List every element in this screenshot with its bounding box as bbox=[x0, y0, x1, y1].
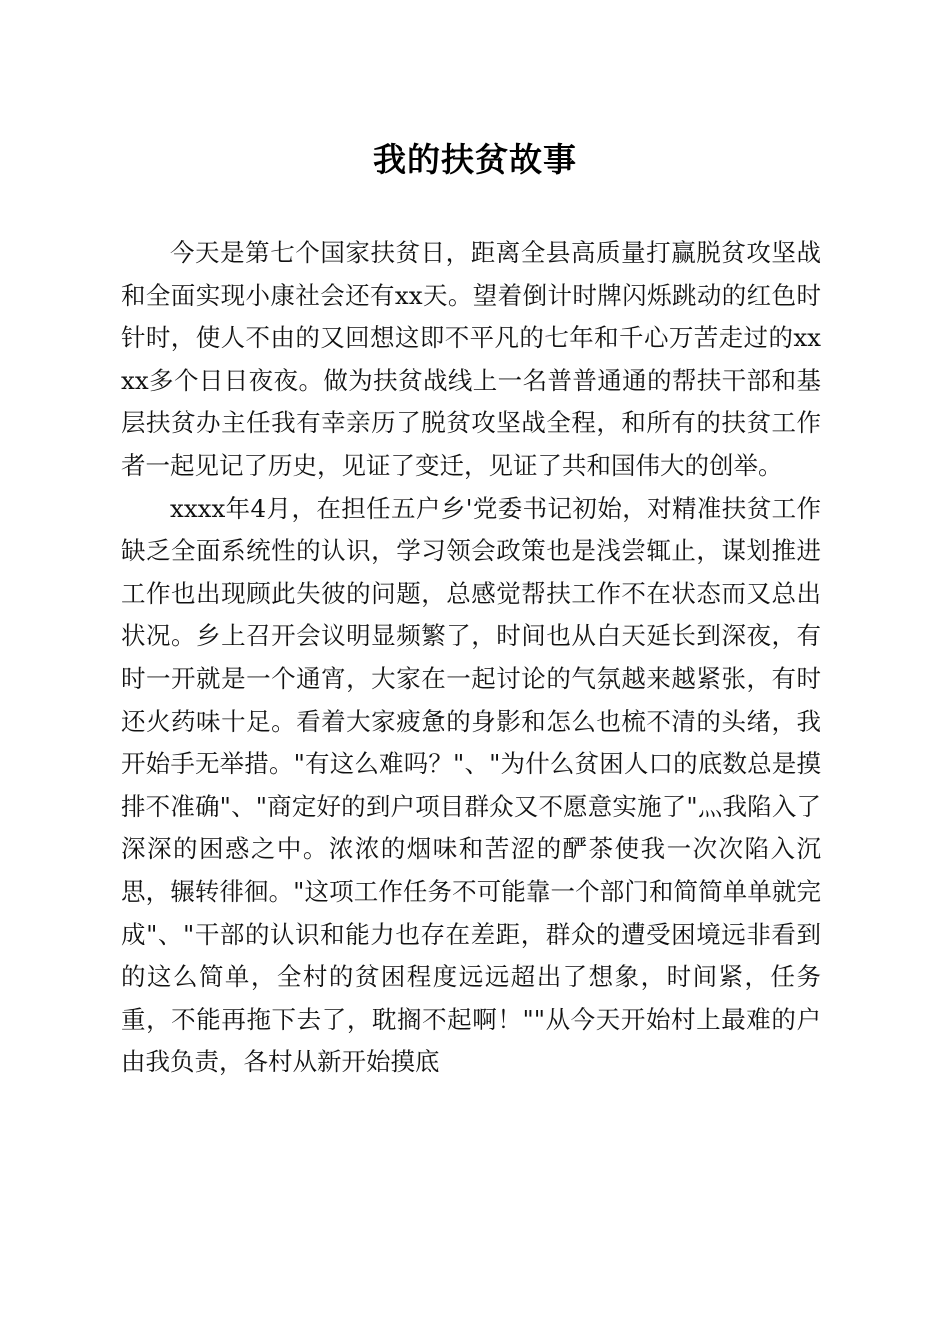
document-body bbox=[121, 232, 821, 1084]
paragraph-1: 今天是第七个国家扶贫日，距离全县高质量打赢脱贫攻坚战和全面实现小康社会还有xx天。望着倒计时牌闪烁跳动的红色时针时，使人不由的又回想这即不平凡的七年和千心万苦走过的xxxx多个日日夜夜。做为扶贫战线上一名普普通通的帮扶干部和基层扶贫办主任我有幸亲历了脱贫攻坚战全程，和所有的扶贫工作者一起见记了历史，见证了变迁，见证了共和国伟大的创举。 bbox=[121, 238, 821, 480]
document-title: 我的扶贫故事 bbox=[373, 140, 577, 179]
paragraph-2: xxxx年4月，在担任五户乡'党委书记初始，对精准扶贫工作缺乏全面系统性的认识，学习领会政策也是浅尝辄止，谋划推进工作也出现顾此失彼的问题，总感觉帮扶工作不在状态而又总出状况。乡上召开会议明显频繁了，时间也从白天延长到深夜，有时一开就是一个通宵，大家在一起讨论的气氛越来越紧张，有时还火药味十足。看着大家疲惫的身影和怎么也梳不清的头绪，我开始手无举措。"有这么难吗？"、"为什么贫困人口的底数总是摸排不准确"、"商定好的到户项目群众又不愿意实施了"灬我陷入了深深的困惑之中。浓浓的烟味和苦涩的酽茶使我一次次陷入沉思，辗转徘徊。"这项工作任务不可能靠一个部门和简简单单就完成"、"干部的认识和能力也存在差距，群众的遭受困境远非看到的这么简单，全村的贫困程度远远超出了想象，时间紧，任务重，不能再拖下去了，耽搁不起啊！""从今天开始村上最难的户由我负责，各村从新开始摸底 bbox=[121, 493, 821, 1077]
